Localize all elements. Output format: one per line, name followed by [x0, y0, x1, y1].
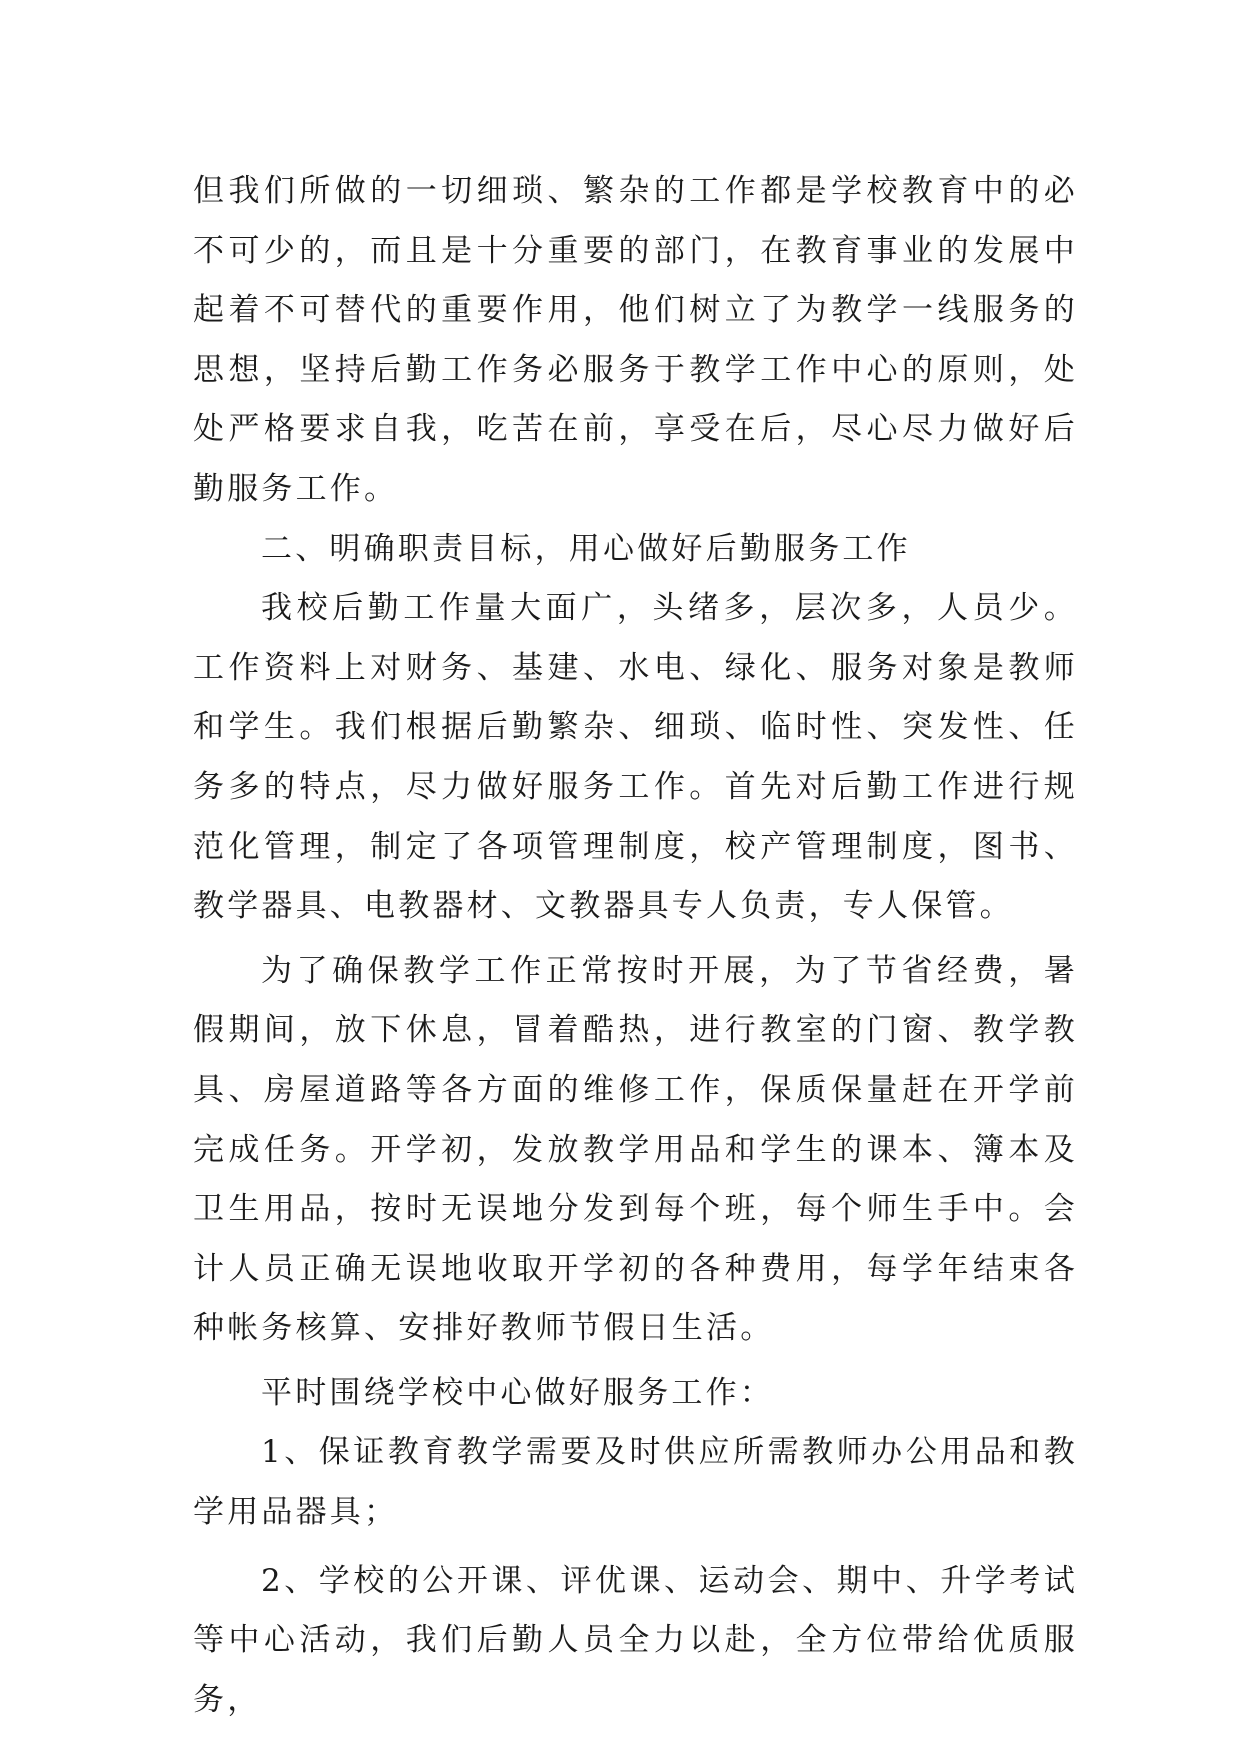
list-item-2: 2、学校的公开课、评优课、运动会、期中、升学考试等中心活动，我们后勤人员全力以赴，全方位带给优质服务， [193, 1562, 1078, 1718]
paragraph-daily-service: 平时围绕学校中心做好服务工作： [261, 1374, 774, 1411]
paragraph-summer-maintenance: 为了确保教学工作正常按时开展，为了节省经费，暑假期间，放下休息，冒着酷热，进行教室的门窗、教学教具、房屋道路等各方面的维修工作，保质保量赶在开学前完成任务。开学初，发放教学用品和学生的课本、簿本及卫生用品，按时无误地分发到每个班，每个师生手中。会计人员正确无误地收取开学初的各种费用，每学年结束各种帐务核算、安排好教师节假日生活。 [193, 952, 1078, 1347]
section-heading-2: 二、明确职责目标，用心做好后勤服务工作 [261, 530, 911, 567]
paragraph-continuation: 但我们所做的一切细琐、繁杂的工作都是学校教育中的必不可少的，而且是十分重要的部门，在教育事业的发展中起着不可替代的重要作用，他们树立了为教学一线服务的思想，坚持后勤工作务必服务于教学工作中心的原则，处处严格要求自我，吃苦在前，享受在后，尽心尽力做好后勤服务工作。 [193, 173, 1078, 507]
paragraph-workload: 我校后勤工作量大面广，头绪多，层次多，人员少。工作资料上对财务、基建、水电、绿化、服务对象是教师和学生。我们根据后勤繁杂、细琐、临时性、突发性、任务多的特点，尽力做好服务工作。首先对后勤工作进行规范化管理，制定了各项管理制度，校产管理制度，图书、教学器具、电教器材、文教器具专人负责，专人保管。 [193, 590, 1078, 925]
document-body [193, 162, 1078, 1730]
list-item-1: 1、保证教育教学需要及时供应所需教师办公用品和教学用品器具； [193, 1434, 1078, 1531]
